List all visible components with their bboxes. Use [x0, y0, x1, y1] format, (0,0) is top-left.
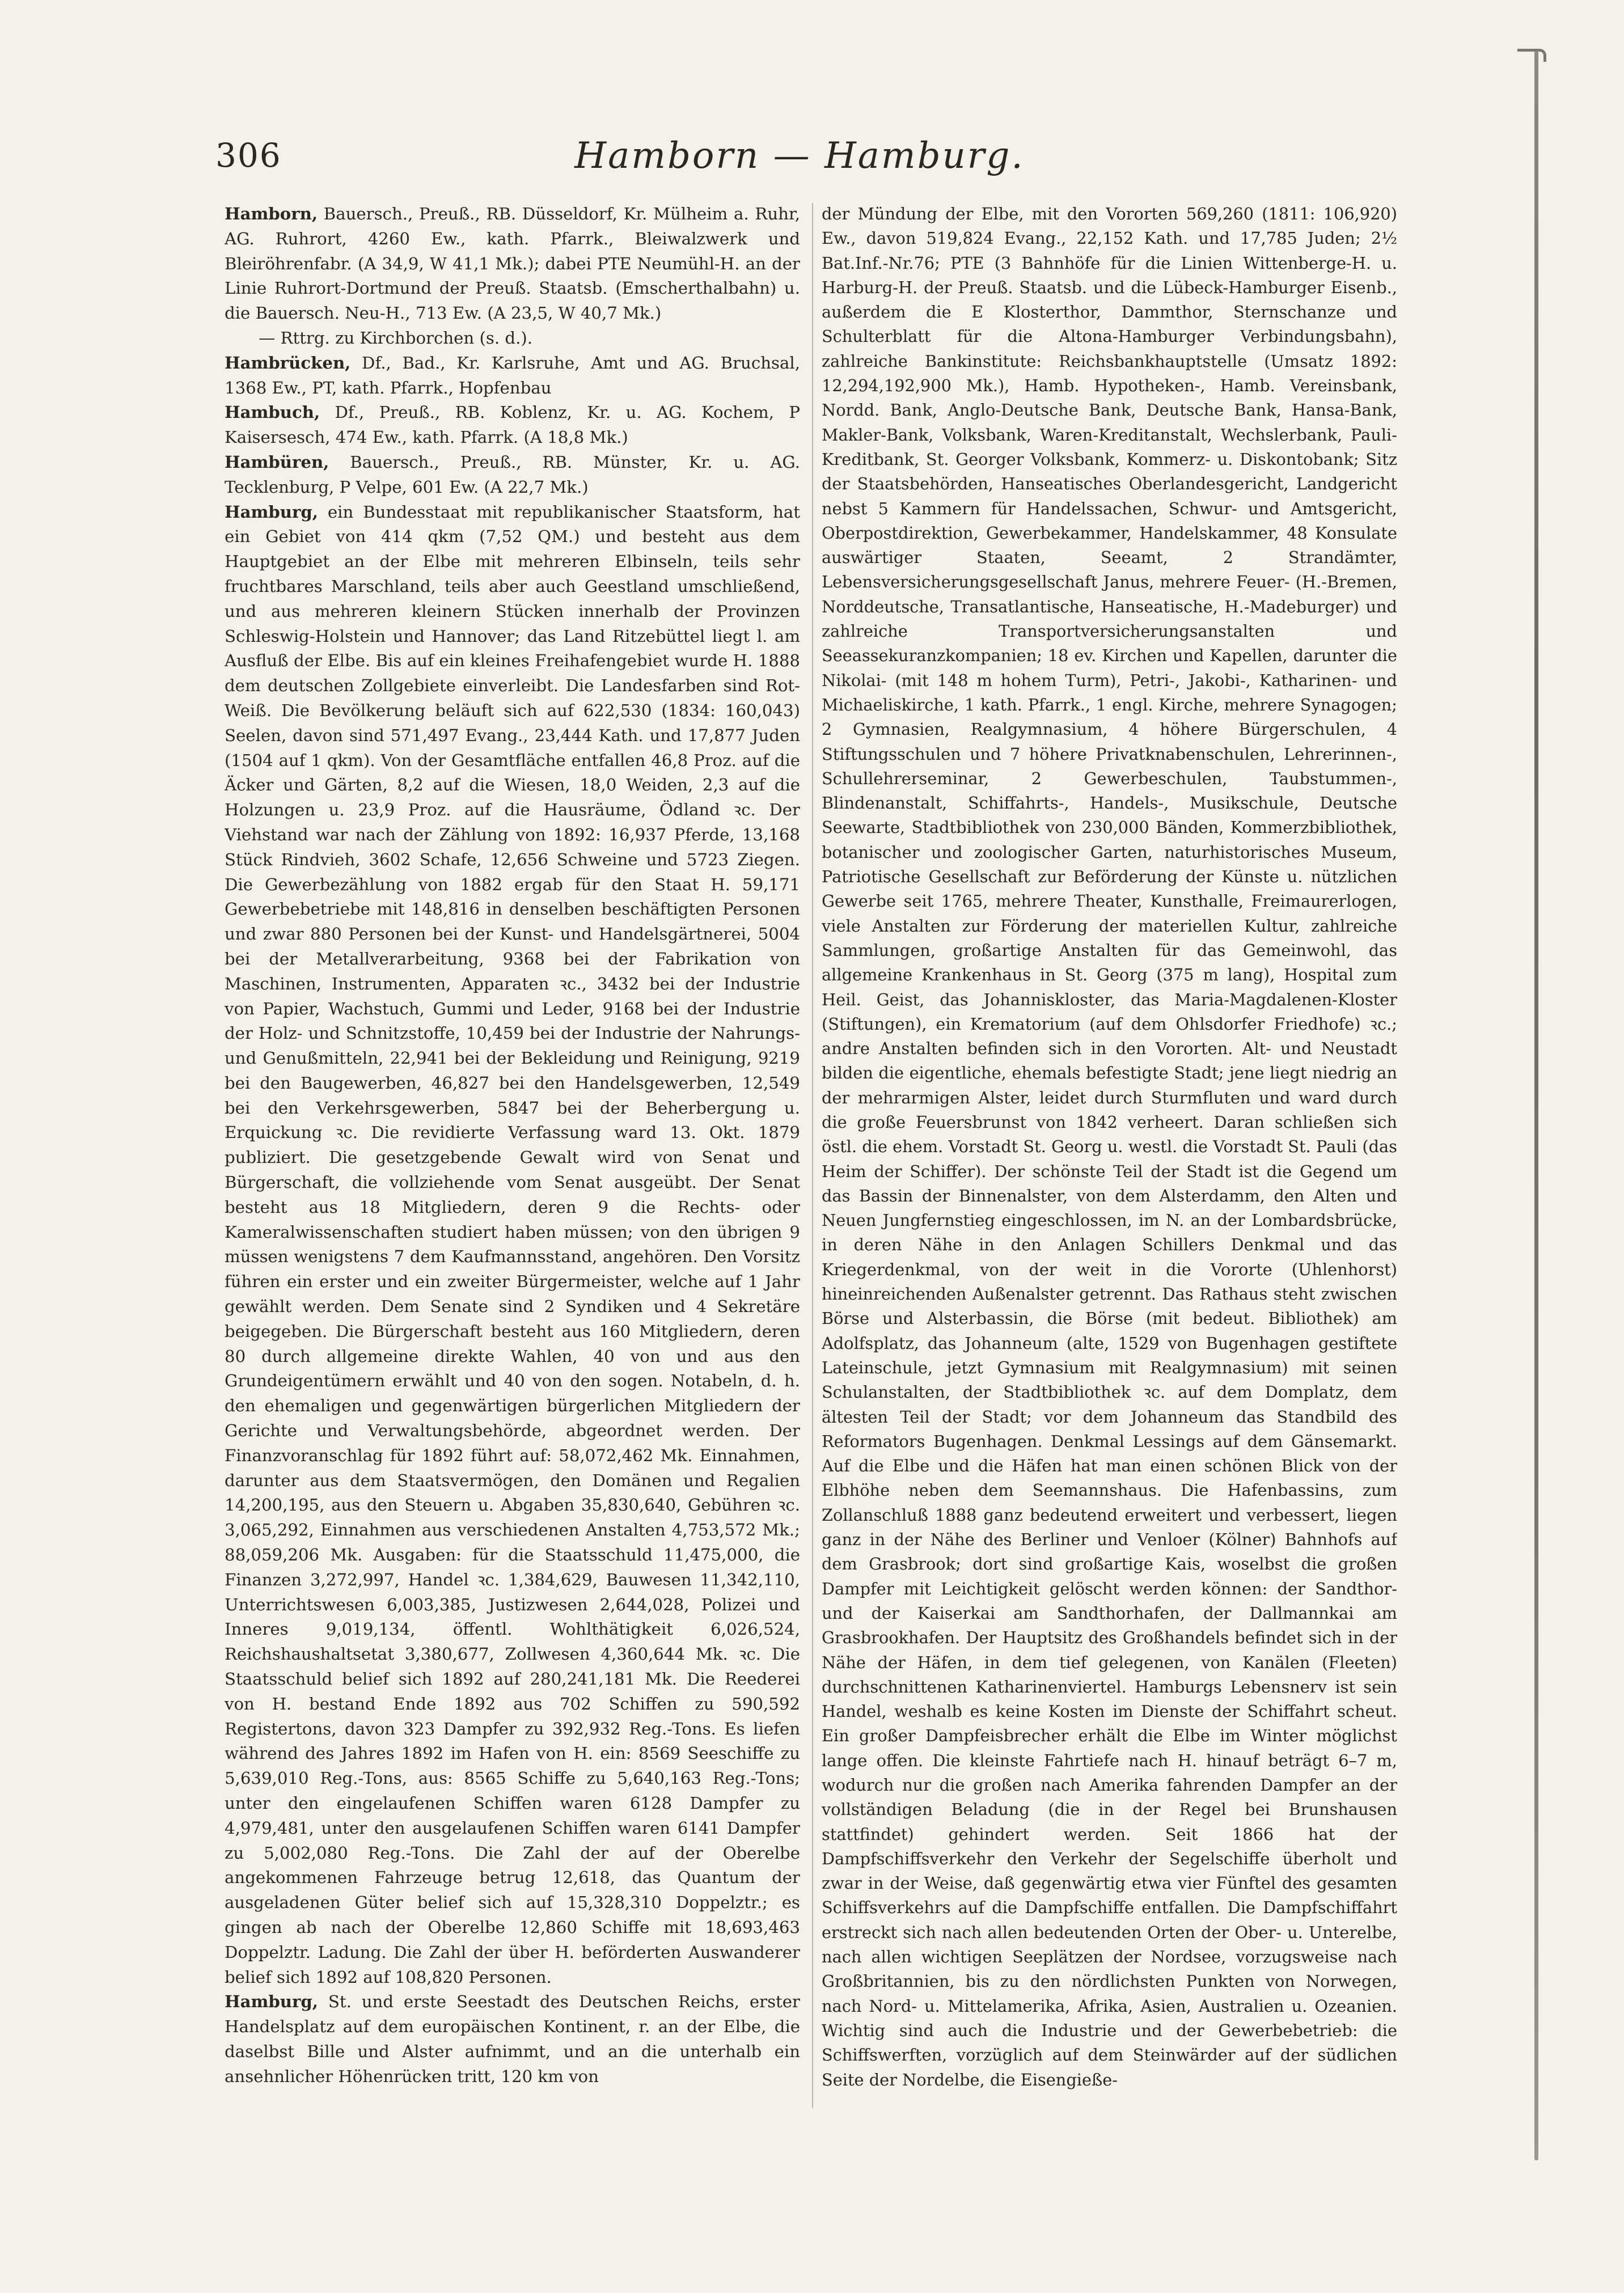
- dictionary-entry: [225, 326, 800, 351]
- entry-headword: Hamborn,: [225, 204, 318, 223]
- entry-headword: Hambuch,: [225, 403, 320, 422]
- page-number: 306: [215, 136, 282, 175]
- page-edge-hook: [1517, 49, 1546, 62]
- entry-headword: Hambüren,: [225, 452, 329, 472]
- page-header: [215, 125, 1384, 181]
- entry-text: Df., Bad., Kr. Karlsruhe, Amt und AG. Bruchsal, 1368 Ew., PT, kath. Pfarrk., Hopfenbau: [225, 353, 800, 397]
- dictionary-entry: [225, 500, 800, 1990]
- entry-headword: Hamburg,: [225, 1992, 318, 2012]
- dictionary-entry: [225, 400, 800, 450]
- dictionary-entry: [225, 351, 800, 401]
- entry-text: ein Bundesstaat mit republikanischer Staatsform, hat ein Gebiet von 414 qkm (7,52 QM.) und besteht aus dem Hauptgebiet an der Elbe mit mehreren Elbinseln, teils sehr fruchtbares Marschland, teils aber auch Geestland umschließend, und aus mehreren kleinern Stücken innerhalb der Provinzen Schleswig-Holstein und Hannover; das Land Ritzebüttel liegt l. am Ausfluß der Elbe. Bis auf ein kleines Freihafengebiet wurde H. 1888 dem deutschen Zollgebiete einverleibt. Die Landesfarben sind Rot-Weiß. Die Bevölkerung beläuft sich auf 622,530 (1834: 160,043) Seelen, davon sind 571,497 Evang., 23,444 Kath. und 17,877 Juden (1504 auf 1 qkm). Von der Gesamtfläche entfallen 46,8 Proz. auf die Äcker und Gärten, 8,2 auf die Wiesen, 18,0 Weiden, 2,3 auf die Holzungen u. 23,9 Proz. auf die Hausräume, Ödland ꝛc. Der Viehstand war nach der Zählung von 1892: 16,937 Pferde, 13,168 Stück Rindvieh, 3602 Schafe, 12,656 Schweine und 5723 Ziegen. Die Gewerbezählung von 1882 ergab für den Staat H. 59,171 Gewerbebetriebe mit 148,816 in denselben beschäftigten Personen und zwar 880 Personen bei der Kunst- und Handelsgärtnerei, 5004 bei der Metallverarbeitung, 9368 bei der Fabrikation von Maschinen, Instrumenten, Apparaten ꝛc., 3432 bei der Industrie von Papier, Wachstuch, Gummi und Leder, 9168 bei der Industrie der Holz- und Schnitzstoffe, 10,459 bei der Industrie der Nahrungs- und Genußmitteln, 22,941 bei der Bekleidung und Reinigung, 9219 bei den Baugewerben, 46,827 bei den Handelsgewerben, 12,549 bei den Verkehrsgewerben, 5847 bei der Beherbergung u. Erquickung ꝛc. Die revidierte Verfassung ward 13. Okt. 1879 publiziert. Die gesetzgebende Gewalt wird von Senat und Bürgerschaft, die vollziehende vom Senat ausgeübt. Der Senat besteht aus 18 Mitgliedern, deren 9 die Rechts- oder Kameralwissenschaften studiert haben müssen; von den übrigen 9 müssen wenigstens 7 dem Kaufmannsstand, angehören. Den Vorsitz führen ein erster und ein zweiter Bürgermeister, welche auf 1 Jahr gewählt werden. Dem Senate sind 2 Syndiken und 4 Sekretäre beigegeben. Die Bürgerschaft besteht aus 160 Mitgliedern, deren 80 durch allgemeine direkte Wahlen, 40 von und aus den Grundeigentümern erwählt und 40 von den sogen. Notabeln, d. h. den ehemaligen und gegenwärtigen bürgerlichen Mitgliedern der Gerichte und Verwaltungsbehörde, abgeordnet werden. Der Finanzvoranschlag für 1892 führt auf: 58,072,462 Mk. Einnahmen, darunter aus dem Staatsvermögen, den Domänen und Regalien 14,200,195, aus den Steuern u. Abgaben 35,830,640, Gebühren ꝛc. 3,065,292, Einnahmen aus verschiedenen Anstalten 4,753,572 Mk.; 88,059,206 Mk. Ausgaben: für die Staatsschuld 11,475,000, die Finanzen 3,272,997, Handel ꝛc. 1,384,629, Bauwesen 11,342,110, Unterrichtswesen 6,003,385, Justizwesen 2,644,028, Polizei und Inneres 9,019,134, öffentl. Wohlthätigkeit 6,026,524, Reichshaushaltsetat 3,380,677, Zollwesen 4,360,644 Mk. ꝛc. Die Staatsschuld belief sich 1892 auf 280,241,181 Mk. Die Reederei von H. bestand Ende 1892 aus 702 Schiffen zu 590,592 Registertons, davon 323 Dampfer zu 392,932 Reg.-Tons. Es liefen während des Jahres 1892 im Hafen von H. ein: 8569 Seeschiffe zu 5,639,010 Reg.-Tons, aus: 8565 Schiffe zu 5,640,163 Reg.-Tons; unter den eingelaufenen Schiffen waren 6128 Dampfer zu 4,979,481, unter den ausgelaufenen Schiffen waren 6141 Dampfer zu 5,002,080 Reg.-Tons. Die Zahl der auf der Oberelbe angekommenen Fahrzeuge betrug 12,618, das Quantum der ausgeladenen Güter belief sich auf 15,328,310 Doppelztr.; es gingen ab nach der Oberelbe 12,860 Schiffe mit 18,693,463 Doppelztr. Ladung. Die Zahl der über H. beförderten Auswanderer belief sich 1892 auf 108,820 Personen.: [225, 502, 800, 1987]
- dictionary-entry: [225, 202, 800, 326]
- entry-text: Bauersch., Preuß., RB. Düsseldorf, Kr. Mülheim a. Ruhr, AG. Ruhrort, 4260 Ew., kath. Pfarrk., Bleiwalzwerk und Bleiröhrenfabr. (A 34,9, W 41,1 Mk.); dabei PTE Neumühl-H. an der Linie Ruhrort-Dortmund der Preuß. Staatsb. (Emscherthalbahn) u. die Bauersch. Neu-H., 713 Ew. (A 23,5, W 40,7 Mk.): [225, 204, 800, 323]
- entry-text: St. und erste Seestadt des Deutschen Reichs, erster Handelsplatz auf dem europäischen Kontinent, r. an der Elbe, die daselbst Bille und Alster aufnimmt, und an die unterhalb ein ansehnlicher Höhenrücken tritt, 120 km von: [225, 1992, 800, 2086]
- dictionary-entry: [225, 450, 800, 500]
- dictionary-entry: [225, 1990, 800, 2089]
- running-title: Hamborn — Hamburg.: [574, 135, 1025, 177]
- entry-text: der Mündung der Elbe, mit den Vororten 569,260 (1811: 106,920) Ew., davon 519,824 Evang., 22,152 Kath. und 17,785 Juden; 2½ Bat.Inf.-Nr.76; PTE (3 Bahnhöfe für die Linien Wittenberge-H. u. Harburg-H. der Preuß. Staatsb. und die Lübeck-Hamburger Eisenb., außerdem die E Klosterthor, Dammthor, Sternschanze und Schulterblatt für die Altona-Hamburger Verbindungsbahn), zahlreiche Bankinstitute: Reichsbankhauptstelle (Umsatz 1892: 12,294,192,900 Mk.), Hamb. Hypotheken-, Hamb. Vereinsbank, Nordd. Bank, Anglo-Deutsche Bank, Deutsche Bank, Hansa-Bank, Makler-Bank, Volksbank, Waren-Kreditanstalt, Wechslerbank, Pauli-Kreditbank, St. Georger Volksbank, Kommerz- u. Diskontobank; Sitz der Staatsbehörden, Hanseatisches Oberlandesgericht, Landgericht nebst 5 Kammern für Handelssachen, Schwur- und Amtsgericht, Oberpostdirektion, Gewerbekammer, Handelskammer, 48 Konsulate auswärtiger Staaten, Seeamt, 2 Strandämter, Lebensversicherungsgesellschaft Janus, mehrere Feuer- (H.-Bremen, Norddeutsche, Transatlantische, Hanseatische, H.-Madeburger) und zahlreiche Transportversicherungsanstalten und Seeassekuranzkompanien; 18 ev. Kirchen und Kapellen, darunter die Nikolai- (mit 148 m hohem Turm), Petri-, Jakobi-, Katharinen- und Michaeliskirche, 1 kath. Pfarrk., 1 engl. Kirche, mehrere Synagogen; 2 Gymnasien, Realgymnasium, 4 höhere Bürgerschulen, 4 Stiftungsschulen und 7 höhere Privatknabenschulen, Lehrerinnen-, Schullehrerseminar, 2 Gewerbeschulen, Taubstummen-, Blindenanstalt, Schiffahrts-, Handels-, Musikschule, Deutsche Seewarte, Stadtbibliothek von 230,000 Bänden, Kommerzbibliothek, botanischer und zoologischer Garten, naturhistorisches Museum, Patriotische Gesellschaft zur Beförderung der Künste u. nützlichen Gewerbe seit 1765, mehrere Theater, Kunsthalle, Freimaurerlogen, viele Anstalten zur Förderung der materiellen Kultur, zahlreiche Sammlungen, großartige Anstalten für das Gemeinwohl, das allgemeine Krankenhaus in St. Georg (375 m lang), Hospital zum Heil. Geist, das Johanniskloster, das Maria-Magdalenen-Kloster (Stiftungen), ein Krematorium (auf dem Ohlsdorfer Friedhofe) ꝛc.; andre Anstalten befinden sich in den Vororten. Alt- und Neustadt bilden die eigentliche, ehemals befestigte Stadt; jene liegt niedrig an der mehrarmigen Alster, leidet durch Sturmfluten und ward durch die große Feuersbrunst von 1842 verheert. Daran schließen sich östl. die ehem. Vorstadt St. Georg u. westl. die Vorstadt St. Pauli (das Heim der Schiffer). Der schönste Teil der Stadt ist die Gegend um das Bassin der Binnenalster, von dem Alsterdamm, den Alten und Neuen Jungfernstieg eingeschlossen, im N. an der Lombardsbrücke, in deren Nähe in den Anlagen Schillers Denkmal und das Kriegerdenkmal, von der weit in die Vororte (Uhlenhorst) hineinreichenden Außenalster getrennt. Das Rathaus steht zwischen Börse und Alsterbassin, die Börse (mit bedeut. Bibliothek) am Adolfsplatz, das Johanneum (alte, 1529 von Bugenhagen gestiftete Lateinschule, jetzt Gymnasium mit Realgymnasium) mit seinen Schulanstalten, der Stadtbibliothek ꝛc. auf dem Domplatz, dem ältesten Teil der Stadt; vor dem Johanneum das Standbild des Reformators Bugenhagen. Denkmal Lessings auf dem Gänsemarkt. Auf die Elbe und die Häfen hat man einen schönen Blick von der Elbhöhe neben dem Seemannshaus. Die Hafenbassins, zum Zollanschluß 1888 ganz bedeutend erweitert und verbessert, liegen ganz in der Nähe des Berliner und Venloer (Kölner) Bahnhofs auf dem Grasbrook; dort sind großartige Kais, woselbst die großen Dampfer mit Leichtigkeit gelöscht werden können: der Sandthor- und der Kaiserkai am Sandthorhafen, der Dallmannkai am Grasbrookhafen. Der Hauptsitz des Großhandels befindet sich in der Nähe der Häfen, in dem tief gelegenen, von Kanälen (Fleeten) durchschnittenen Katharinenviertel. Hamburgs Lebensnerv ist sein Handel, weshalb es keine Kosten im Dienste der Schiffahrt scheut. Ein großer Dampfeisbrecher erhält die Elbe im Winter möglichst lange offen. Die kleinste Fahrtiefe nach H. hinauf beträgt 6–7 m, wodurch nur die großen nach Amerika fahrenden Dampfer an der vollständigen Beladung (die in der Regel bei Brunshausen stattfindet) gehindert werden. Seit 1866 hat der Dampfschiffsverkehr den Verkehr der Segelschiffe überholt und zwar in der Weise, daß gegenwärtig etwa vier Fünftel des gesamten Schiffsverkehrs auf die Dampfschiffe entfallen. Die Dampfschiffahrt erstreckt sich nach allen bedeutenden Orten der Ober- u. Unterelbe, nach allen wichtigen Seeplätzen der Nordsee, vorzugsweise nach Großbritannien, bis zu den nördlichsten Punkten von Norwegen, nach Nord- u. Mittelamerika, Afrika, Asien, Australien u. Ozeanien. Wichtig sind auch die Industrie und der Gewerbebetrieb: die Schiffswerften, vorzüglich auf dem Steinwärder auf der südlichen Seite der Nordelbe, die Eisengieße-: [822, 204, 1397, 2089]
- page-edge-line: [1534, 51, 1538, 2160]
- entry-headword: Hambrücken,: [225, 353, 351, 373]
- dictionary-entry: [822, 202, 1397, 2092]
- entry-text: — Rttrg. zu Kirchborchen (s. d.).: [259, 328, 533, 348]
- entry-text: Bauersch., Preuß., RB. Münster, Kr. u. AG. Tecklenburg, P Velpe, 601 Ew. (A 22,7 Mk.): [225, 452, 800, 497]
- right-column: [822, 202, 1397, 2124]
- column-divider: [812, 203, 813, 2108]
- left-column: [225, 202, 800, 2124]
- entry-headword: Hamburg,: [225, 502, 318, 522]
- entry-text: Df., Preuß., RB. Koblenz, Kr. u. AG. Kochem, P Kaisersesch, 474 Ew., kath. Pfarrk. (A 18,8 Mk.): [225, 403, 800, 447]
